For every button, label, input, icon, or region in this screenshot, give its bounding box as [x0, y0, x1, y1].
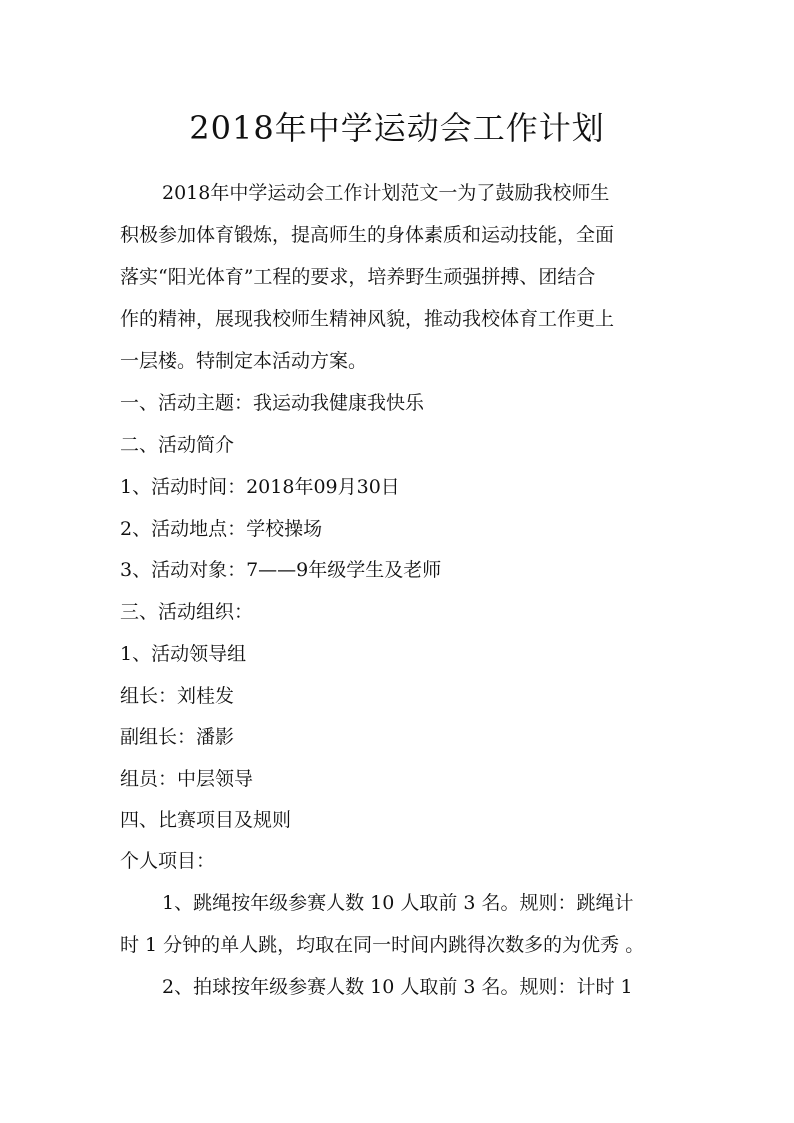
activity-time: 1、活动时间：2018年09月30日	[120, 476, 400, 498]
leader-group: 1、活动领导组	[120, 643, 247, 665]
group-leader: 组长：刘桂发	[120, 685, 235, 707]
section-events-heading: 四、比赛项目及规则	[120, 809, 292, 831]
section-org-heading: 三、活动组织：	[120, 601, 254, 623]
intro-line-5: 一层楼。特制定本活动方案。	[120, 350, 368, 372]
activity-place: 2、活动地点：学校操场	[120, 518, 323, 540]
intro-line-3: 落实“阳光体育”工程的要求，培养野生顽强拼搏、团结合	[120, 266, 596, 288]
vice-group-leader: 副组长：潘影	[120, 726, 235, 748]
rule-line-1: 1、跳绳按年级参赛人数 10 人取前 3 名。规则：跳绳计	[162, 892, 634, 914]
section-theme: 一、活动主题：我运动我健康我快乐	[120, 392, 425, 414]
intro-line-1: 2018年中学运动会工作计划范文一为了鼓励我校师生	[162, 182, 610, 204]
document-title: 2018年中学运动会工作计划	[189, 109, 605, 147]
individual-events-label: 个人项目：	[120, 850, 216, 872]
rule-line-3: 2、拍球按年级参赛人数 10 人取前 3 名。规则：计时 1	[162, 976, 633, 998]
activity-target: 3、活动对象：7——9年级学生及老师	[120, 559, 442, 581]
rule-line-2: 时 1 分钟的单人跳，均取在同一时间内跳得次数多的为优秀 。	[120, 934, 645, 956]
intro-line-2: 积极参加体育锻炼，提高师生的身体素质和运动技能，全面	[120, 224, 615, 246]
group-members: 组员：中层领导	[120, 768, 254, 790]
section-intro-heading: 二、活动简介	[120, 434, 235, 456]
intro-line-4: 作的精神，展现我校师生精神风貌，推动我校体育工作更上	[120, 308, 615, 330]
